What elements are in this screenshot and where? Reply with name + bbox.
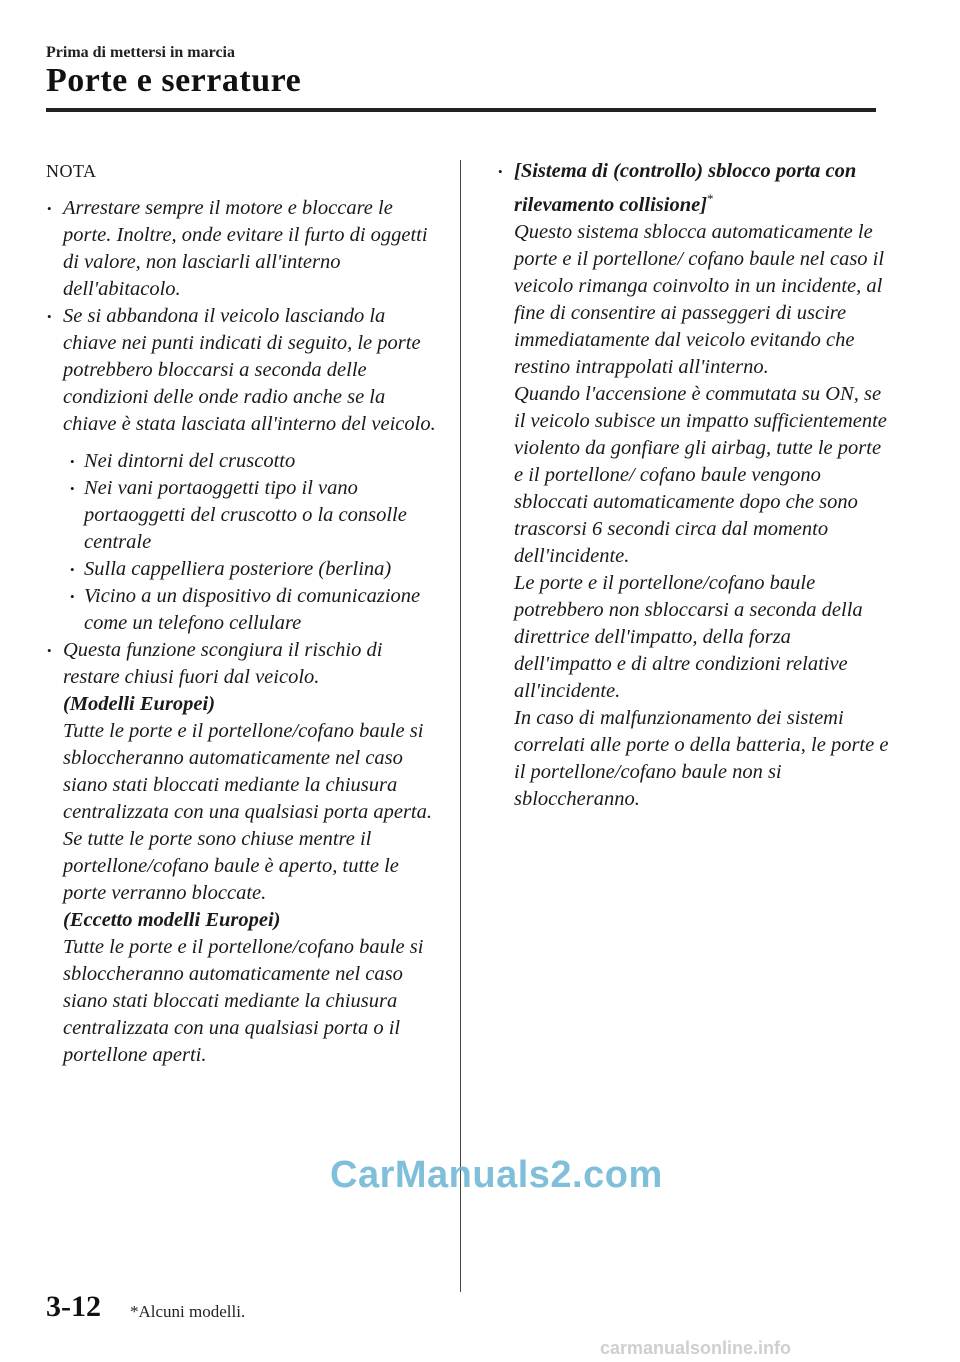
location-list [46,448,441,637]
note-bullet-2: • Se si abbandona il veicolo lasciando la chiave nei punti indicati di seguito, le porte potrebbero bloccarsi a seconda delle condizioni delle onde radio anche se la chiave è stata lasciata all'interno del veicolo. [46,303,441,438]
section-label: Prima di mettersi in marcia [46,44,235,61]
location-item: • Nei vani portaoggetti tipo il vano portaoggetti del cruscotto o la consolle centrale [46,475,441,556]
location-item: • Sulla cappelliera posteriore (berlina) [46,556,441,583]
footnote: *Alcuni modelli. [130,1302,246,1321]
left-column [46,158,441,1069]
collision-paragraph-1: Questo sistema sblocca automaticamente le porte e il portellone/ cofano baule nel caso il veicolo rimanga coinvolto in un incidente, al fine di consentire ai passeggeri di uscire immediatamente dal veicolo evitando che restino intrappolati all'interno. [514,221,885,378]
location-item: • Nei dintorni del cruscotto [46,448,441,475]
collision-paragraph-4: In caso di malfunzionamento dei sistemi correlati alle porte o della batteria, le porte e il portellone/cofano baule non si sbloccheranno. [514,707,889,810]
eu-heading: (Modelli Europei) [63,693,216,715]
collision-paragraph-2: Quando l'accensione è commutata su ON, se il veicolo subisce un impatto sufficientemente violento da gonfiare gli airbag, tutte le porte e il portellone/ cofano baule vengono sbloccati automaticamente dopo che sono trascorsi 6 secondi circa dal momento dell'incidente. [514,383,887,567]
page-number: 3-12 [46,1290,101,1323]
watermark-overlay: CarManuals2.com [330,1154,663,1196]
note-bullet-3 [46,637,441,1069]
collision-paragraph-3: Le porte e il portellone/cofano baule potrebbero non sbloccarsi a seconda della direttrice dell'impatto, della forza dell'impatto e di altre condizioni relative all'incidente. [514,572,863,702]
asterisk: * [707,191,714,206]
note-title: NOTA [46,161,97,181]
right-column [497,158,892,813]
non-eu-paragraph-1: Tutte le porte e il portellone/cofano baule si sbloccheranno automaticamente nel caso siano stati bloccati mediante la chiusura centralizzata con una qualsiasi porta o il portellone aperti. [63,936,424,1066]
watermark-bottom: carmanualsonline.info [600,1338,792,1358]
collision-bullet [497,158,892,813]
eu-paragraph-2: Se tutte le porte sono chiuse mentre il portellone/cofano baule è aperto, tutte le porte verranno bloccate. [63,828,399,904]
eu-paragraph-1: Tutte le porte e il portellone/cofano baule si sbloccheranno automaticamente nel caso siano stati bloccati mediante la chiusura centralizzata con una qualsiasi porta aperta. [63,720,432,823]
location-item: • Vicino a un dispositivo di comunicazione come un telefono cellulare [46,583,441,637]
collision-title: [Sistema di (controllo) sblocco porta con rilevamento collisione] [514,160,857,216]
column-divider [460,160,461,1292]
title-rule [46,108,876,112]
bullet-3-text: • Questa funzione scongiura il rischio di restare chiusi fuori dal veicolo. [63,639,383,688]
note-bullet-1: • Arrestare sempre il motore e bloccare le porte. Inoltre, onde evitare il furto di oggetti di valore, non lasciarli all'interno dell'abitacolo. [46,195,441,303]
page-title: Porte e serrature [46,62,302,99]
non-eu-heading: (Eccetto modelli Europei) [63,909,281,931]
